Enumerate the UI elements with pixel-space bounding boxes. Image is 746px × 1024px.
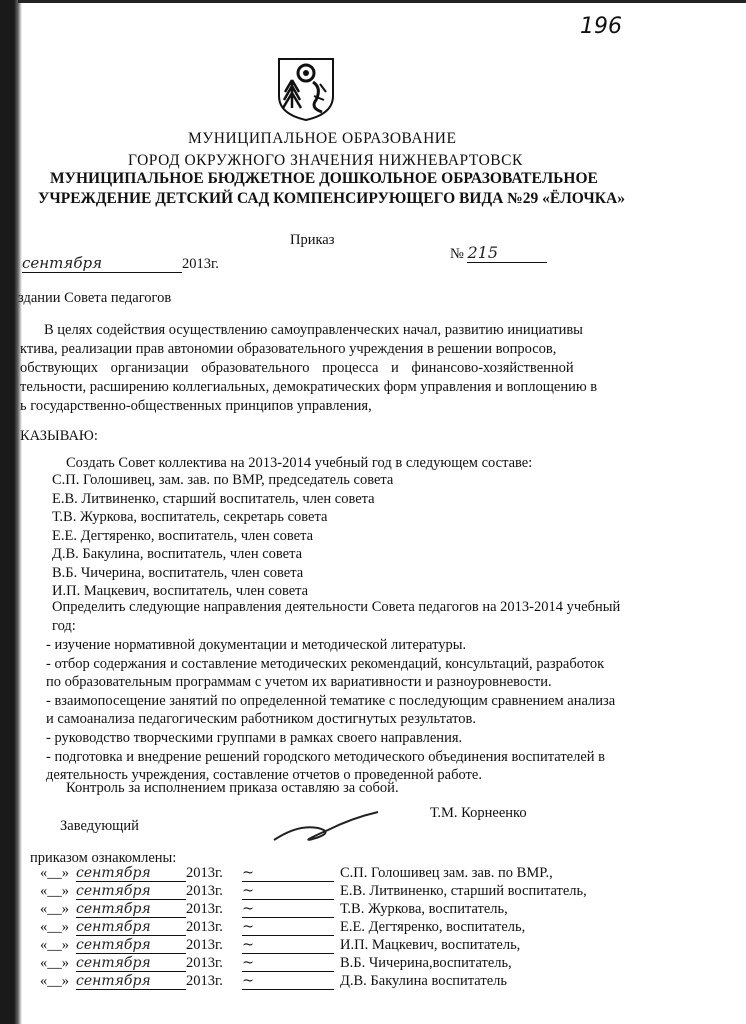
ack-row [40, 865, 587, 883]
ack-day: «__» [40, 955, 69, 971]
item-2-line-2: год: [52, 617, 76, 634]
head-name: Т.М. Корнеенко [430, 805, 527, 821]
preamble-line-3: обствующих организации образовательного процесса и финансово-хозяйственной [20, 360, 574, 376]
direction-line: и самоанализа педагогическим работником достигнутых результатов. [46, 711, 477, 728]
ack-signature: ~ [242, 865, 334, 882]
head-signature [268, 804, 388, 848]
coat-of-arms-emblem [276, 56, 336, 122]
order-subject: здании Совета педагогов [18, 290, 172, 306]
header-line-1: МУНИЦИПАЛЬНОЕ ОБРАЗОВАНИЕ [188, 130, 457, 147]
ack-day: «__» [40, 901, 69, 917]
order-date-year: 2013г. [182, 256, 219, 272]
ack-name: С.П. Голошивец зам. зав. по ВМР., [340, 865, 553, 881]
order-number-handwritten: 215 [467, 243, 547, 263]
scan-left-shadow [0, 0, 22, 1024]
ack-name: Д.В. Бакулина воспитатель [340, 973, 507, 989]
ack-signature: ~ [242, 937, 334, 954]
preamble-text-1: В целях содействия осуществлению самоуправленческих начал, развитию инициативы [44, 322, 583, 338]
control-line: Контроль за исполнением приказа оставляю за собой. [66, 780, 399, 796]
order-title: Приказ [290, 232, 335, 248]
ack-year: 2013г. [186, 883, 223, 899]
item-2-line-1: Определить следующие направления деятельности Совета педагогов на 2013-2014 учебный [52, 599, 621, 615]
order-number [450, 243, 547, 263]
ack-table [40, 865, 587, 991]
preamble-line-5: ь государственно-общественных принципов управления, [20, 398, 372, 414]
ack-year: 2013г. [186, 919, 223, 935]
ack-day: «__» [40, 865, 69, 881]
direction-line: - отбор содержания и составление методических рекомендаций, консультаций, разработок [46, 655, 605, 672]
ack-name: Е.Е. Дегтяренко, воспитатель, [340, 919, 526, 935]
ack-row [40, 883, 587, 901]
ack-signature: ~ [242, 955, 334, 972]
ack-month-handwritten: сентября [76, 901, 186, 918]
direction-line: - взаимопосещение занятий по определенной тематике с последующим сравнением анализа [46, 692, 616, 709]
header-line-2: ГОРОД ОКРУЖНОГО ЗНАЧЕНИЯ НИЖНЕВАРТОВСК [128, 152, 523, 169]
ack-row [40, 973, 587, 991]
ack-year: 2013г. [186, 937, 223, 953]
ack-signature: ~ [242, 883, 334, 900]
ack-year: 2013г. [186, 973, 223, 989]
member-line: Д.В. Бакулина, воспитатель, член совета [52, 546, 303, 562]
ack-row [40, 955, 587, 973]
order-word: КАЗЫВАЮ: [20, 428, 98, 444]
preamble-line-2: ктива, реализации прав автономии образовательного учреждения в решении вопросов, [20, 341, 557, 357]
member-line: И.П. Мацкевич, воспитатель, член совета [52, 583, 309, 599]
ack-month-handwritten: сентября [76, 865, 186, 882]
ack-row [40, 919, 587, 937]
direction-line: по образовательным программам с учетом их вариативности и разноуровневости. [46, 674, 552, 691]
ack-month-handwritten: сентября [76, 919, 186, 936]
ack-year: 2013г. [186, 865, 223, 881]
direction-line: - изучение нормативной документации и методической литературы. [46, 637, 467, 653]
ack-month-handwritten: сентября [76, 955, 186, 972]
member-line: Е.В. Литвиненко, старший воспитатель, член совета [52, 490, 375, 507]
ack-name: Е.В. Литвиненко, старший воспитатель, [340, 883, 587, 899]
order-date [22, 254, 219, 273]
ack-year: 2013г. [186, 955, 223, 971]
ack-year: 2013г. [186, 901, 223, 917]
item-1: Создать Совет коллектива на 2013-2014 учебный год в следующем составе: [66, 455, 533, 471]
members-list [52, 471, 393, 601]
member-line: Е.Е. Дегтяренко, воспитатель, член совета [52, 527, 314, 544]
item-2 [52, 598, 620, 635]
member-line: С.П. Голошивец, зам. зав. по ВМР, председатель совета [52, 472, 394, 488]
head-position: Заведующий [60, 818, 139, 834]
ack-day: «__» [40, 973, 69, 989]
ack-signature: ~ [242, 901, 334, 918]
header-line-4: УЧРЕЖДЕНИЕ ДЕТСКИЙ САД КОМПЕНСИРУЮЩЕГО ВИДА №29 «ЁЛОЧКА» [38, 190, 625, 207]
directions-list [46, 636, 615, 785]
header-line-3: МУНИЦИПАЛЬНОЕ БЮДЖЕТНОЕ ДОШКОЛЬНОЕ ОБРАЗОВАТЕЛЬНОЕ [50, 170, 598, 187]
ack-month-handwritten: сентября [76, 883, 186, 900]
ack-month-handwritten: сентября [76, 937, 186, 954]
direction-line: деятельность учреждения, составление отчетов о проведенной работе. [46, 767, 482, 784]
direction-line: - подготовка и внедрение решений городского методического объединения воспитателей в [46, 748, 606, 765]
member-line: В.Б. Чичерина, воспитатель, член совета [52, 564, 304, 581]
ack-title: приказом ознакомлены: [30, 850, 177, 866]
ack-day: «__» [40, 919, 69, 935]
scan-top-edge [18, 0, 746, 3]
order-number-prefix: № [450, 246, 464, 262]
ack-name: В.Б. Чичерина,воспитатель, [340, 955, 512, 971]
ack-signature: ~ [242, 973, 334, 990]
ack-name: И.П. Мацкевич, воспитатель, [340, 937, 521, 953]
ack-month-handwritten: сентября [76, 973, 186, 990]
order-date-handwritten: сентября [22, 254, 182, 273]
preamble-line-1 [44, 322, 626, 339]
direction-line: - руководство творческими группами в рамках своего направления. [46, 729, 463, 746]
page-number: 196 [580, 14, 622, 39]
preamble-line-4: тельности, расширению коллегиальных, демократических форм управления и воплощению в [20, 379, 598, 395]
ack-row [40, 901, 587, 919]
ack-signature: ~ [242, 919, 334, 936]
member-line: Т.В. Журкова, воспитатель, секретарь совета [52, 509, 328, 525]
ack-name: Т.В. Журкова, воспитатель, [340, 901, 508, 917]
ack-row [40, 937, 587, 955]
ack-day: «__» [40, 883, 69, 899]
ack-day: «__» [40, 937, 69, 953]
